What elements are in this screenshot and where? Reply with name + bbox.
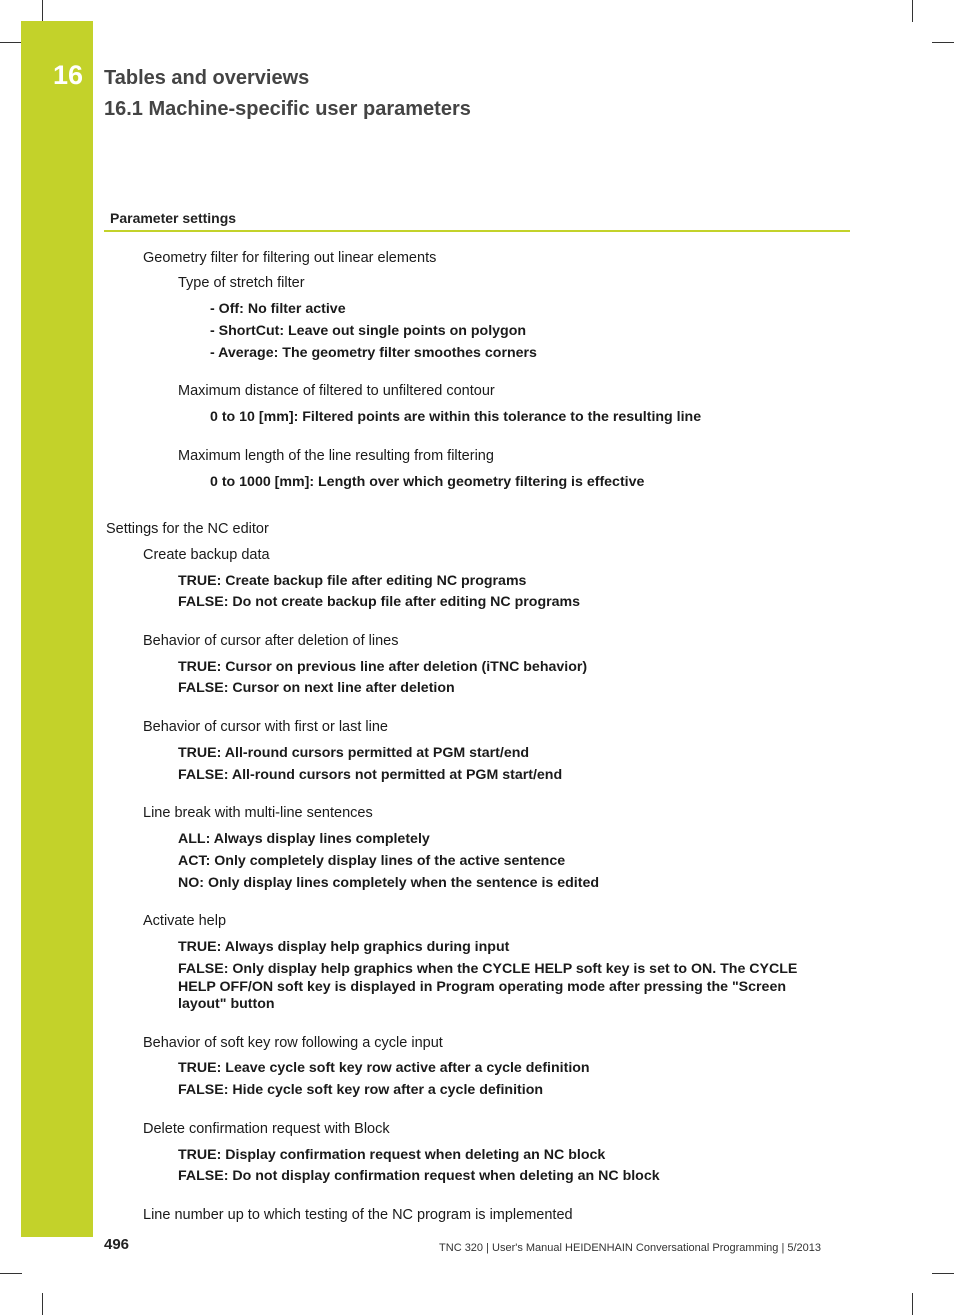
list-item: FALSE: All-round cursors not permitted at PGM start/end	[178, 767, 563, 783]
list-item: Type of stretch filter	[178, 275, 305, 291]
crop-mark	[912, 0, 913, 22]
list-item: Line number up to which testing of the NC program is implemented	[143, 1207, 573, 1223]
list-item: ALL: Always display lines completely	[178, 831, 430, 847]
list-item: - ShortCut: Leave out single points on polygon	[210, 323, 527, 339]
list-item: - Off: No filter active	[210, 301, 346, 317]
chapter-sidebar	[21, 21, 93, 1237]
list-item: FALSE: Do not create backup file after editing NC programs	[178, 594, 581, 610]
crop-mark	[42, 0, 43, 22]
page-number: 496	[104, 1236, 130, 1253]
list-item: Settings for the NC editor	[106, 521, 269, 537]
crop-mark	[0, 42, 22, 43]
crop-mark	[0, 1273, 22, 1274]
list-item: - Average: The geometry filter smoothes corners	[210, 345, 537, 361]
crop-mark	[932, 42, 954, 43]
list-item: TRUE: Leave cycle soft key row active after a cycle definition	[178, 1060, 590, 1076]
section-divider	[104, 230, 850, 232]
list-item: FALSE: Only display help graphics when the CYCLE HELP soft key is set to ON. The CYCLE HELP OFF/ON soft key is displayed in Program operating mode after pressing the "Screen layout" button	[178, 961, 798, 1012]
list-item: Line break with multi-line sentences	[143, 805, 373, 821]
list-item: Maximum distance of filtered to unfiltered contour	[178, 383, 495, 399]
crop-mark	[912, 1293, 913, 1315]
crop-mark	[932, 1273, 954, 1274]
list-item: FALSE: Do not display confirmation request when deleting an NC block	[178, 1168, 660, 1184]
list-item: Geometry filter for filtering out linear elements	[143, 250, 437, 266]
chapter-title: Tables and overviews	[104, 67, 310, 89]
crop-mark	[42, 1293, 43, 1315]
footer-manual-info: TNC 320 | User's Manual HEIDENHAIN Conversational Programming | 5/2013	[439, 1242, 821, 1254]
list-item: 0 to 1000 [mm]: Length over which geometry filtering is effective	[210, 474, 645, 490]
chapter-number: 16	[53, 60, 84, 90]
section-title: 16.1 Machine-specific user parameters	[104, 98, 471, 120]
list-item: Delete confirmation request with Block	[143, 1121, 390, 1137]
list-item: TRUE: Always display help graphics during input	[178, 939, 510, 955]
list-item: ACT: Only completely display lines of the active sentence	[178, 853, 566, 869]
list-item: Behavior of cursor after deletion of lines	[143, 633, 399, 649]
list-item: TRUE: Display confirmation request when deleting an NC block	[178, 1147, 606, 1163]
section-heading: Parameter settings	[110, 210, 237, 226]
list-item: Create backup data	[143, 547, 270, 563]
list-item: Behavior of cursor with first or last line	[143, 719, 388, 735]
list-item: TRUE: Create backup file after editing NC programs	[178, 573, 527, 589]
list-item: TRUE: Cursor on previous line after deletion (iTNC behavior)	[178, 659, 588, 675]
list-item: Activate help	[143, 913, 227, 929]
list-item: Behavior of soft key row following a cycle input	[143, 1035, 443, 1051]
list-item: Maximum length of the line resulting from filtering	[178, 448, 494, 464]
list-item: FALSE: Cursor on next line after deletion	[178, 680, 455, 696]
list-item: 0 to 10 [mm]: Filtered points are within this tolerance to the resulting line	[210, 409, 702, 425]
list-item: TRUE: All-round cursors permitted at PGM start/end	[178, 745, 530, 761]
list-item: FALSE: Hide cycle soft key row after a cycle definition	[178, 1082, 544, 1098]
list-item: NO: Only display lines completely when the sentence is edited	[178, 875, 600, 891]
